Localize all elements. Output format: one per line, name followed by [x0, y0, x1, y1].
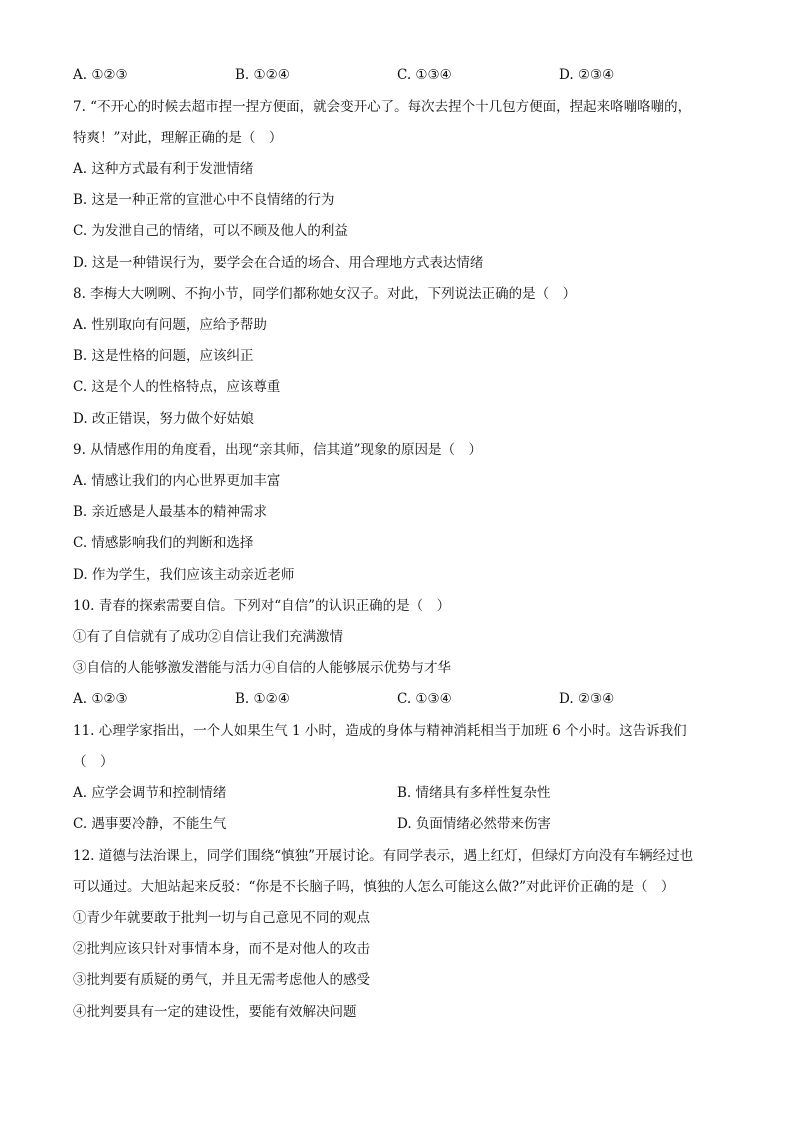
q12-statement-1: ①青少年就要敢于批判一切与自己意见不同的观点 — [73, 910, 370, 926]
q6-option-b: B. ①②④ — [235, 67, 290, 83]
q11-option-c: C. 遇事要冷静，不能生气 — [73, 816, 227, 832]
q11-stem: 11. 心理学家指出，一个人如果生气 1 小时，造成的身体与精神消耗相当于加班 6 个小时。这告诉我们 — [73, 723, 687, 739]
q8-option-a: A. 性别取向有问题，应给予帮助 — [73, 317, 267, 333]
q7-option-d: D. 这是一种错误行为，要学会在合适的场合、用合理地方式表达情绪 — [73, 255, 484, 271]
q7-option-b: B. 这是一种正常的宣泄心中不良情绪的行为 — [73, 192, 335, 208]
q9-option-a: A. 情感让我们的内心世界更加丰富 — [73, 473, 281, 489]
q8-option-c: C. 这是个人的性格特点，应该尊重 — [73, 379, 281, 395]
q11-options-row1 — [73, 783, 724, 803]
q12-statement-3: ③批判要有质疑的勇气，并且无需考虑他人的感受 — [73, 972, 370, 988]
q6-option-c: C. ①③④ — [397, 67, 452, 83]
q12-statement-2: ②批判应该只针对事情本身，而不是对他人的攻击 — [73, 941, 370, 957]
q7-stem-cont: 特爽！”对此，理解正确的是（ ） — [73, 130, 283, 146]
q10-options — [73, 689, 724, 709]
q7-option-c: C. 为发泄自己的情绪，可以不顾及他人的利益 — [73, 223, 348, 239]
q9-option-b: B. 亲近感是人最基本的精神需求 — [73, 504, 268, 520]
q11-options-row2 — [73, 814, 724, 834]
q12-stem-cont: 可以通过。大旭站起来反驳：“你是不长脑子吗，慎独的人怎么可能这么做?”对此评价正确的是（ ） — [73, 879, 675, 895]
q8-option-b: B. 这是性格的问题，应该纠正 — [73, 348, 254, 364]
q11-option-a: A. 应学会调节和控制情绪 — [73, 785, 227, 801]
q10-stem: 10. 青春的探索需要自信。下列对“自信”的认识正确的是（ ） — [73, 598, 451, 614]
q11-option-b: B. 情绪具有多样性复杂性 — [397, 785, 551, 801]
q11-stem-cont: （ ） — [73, 754, 114, 770]
q10-option-c: C. ①③④ — [397, 691, 452, 707]
q9-stem: 9. 从情感作用的角度看，出现“亲其师，信其道”现象的原因是（ ） — [73, 442, 482, 458]
q10-statements-1: ①有了自信就有了成功②自信让我们充满激情 — [73, 629, 343, 645]
q7-stem: 7. “不开心的时候去超市捏一捏方便面，就会变开心了。每次去捏个十几包方便面，捏起来咯嘣咯嘣的， — [73, 99, 692, 115]
q9-option-d: D. 作为学生，我们应该主动亲近老师 — [73, 567, 295, 583]
q6-option-d: D. ②③④ — [559, 67, 615, 83]
q10-option-d: D. ②③④ — [559, 691, 615, 707]
q11-option-d: D. 负面情绪必然带来伤害 — [397, 816, 551, 832]
q6-options — [73, 65, 724, 85]
q10-option-b: B. ①②④ — [235, 691, 290, 707]
q8-stem: 8. 李梅大大咧咧、不拘小节，同学们都称她女汉子。对此，下列说法正确的是（ ） — [73, 286, 577, 302]
q7-option-a: A. 这种方式最有利于发泄情绪 — [73, 161, 254, 177]
q9-option-c: C. 情感影响我们的判断和选择 — [73, 535, 254, 551]
q10-option-a: A. ①②③ — [73, 691, 128, 707]
q12-statement-4: ④批判要具有一定的建设性，要能有效解决问题 — [73, 1004, 357, 1020]
q12-stem: 12. 道德与法治课上，同学们围绕“慎独”开展讨论。有同学表示，遇上红灯，但绿灯方向没有车辆经过也 — [73, 848, 694, 864]
q8-option-d: D. 改正错误，努力做个好姑娘 — [73, 411, 254, 427]
q6-option-a: A. ①②③ — [73, 67, 128, 83]
q10-statements-2: ③自信的人能够激发潜能与活力④自信的人能够展示优势与才华 — [73, 660, 451, 676]
